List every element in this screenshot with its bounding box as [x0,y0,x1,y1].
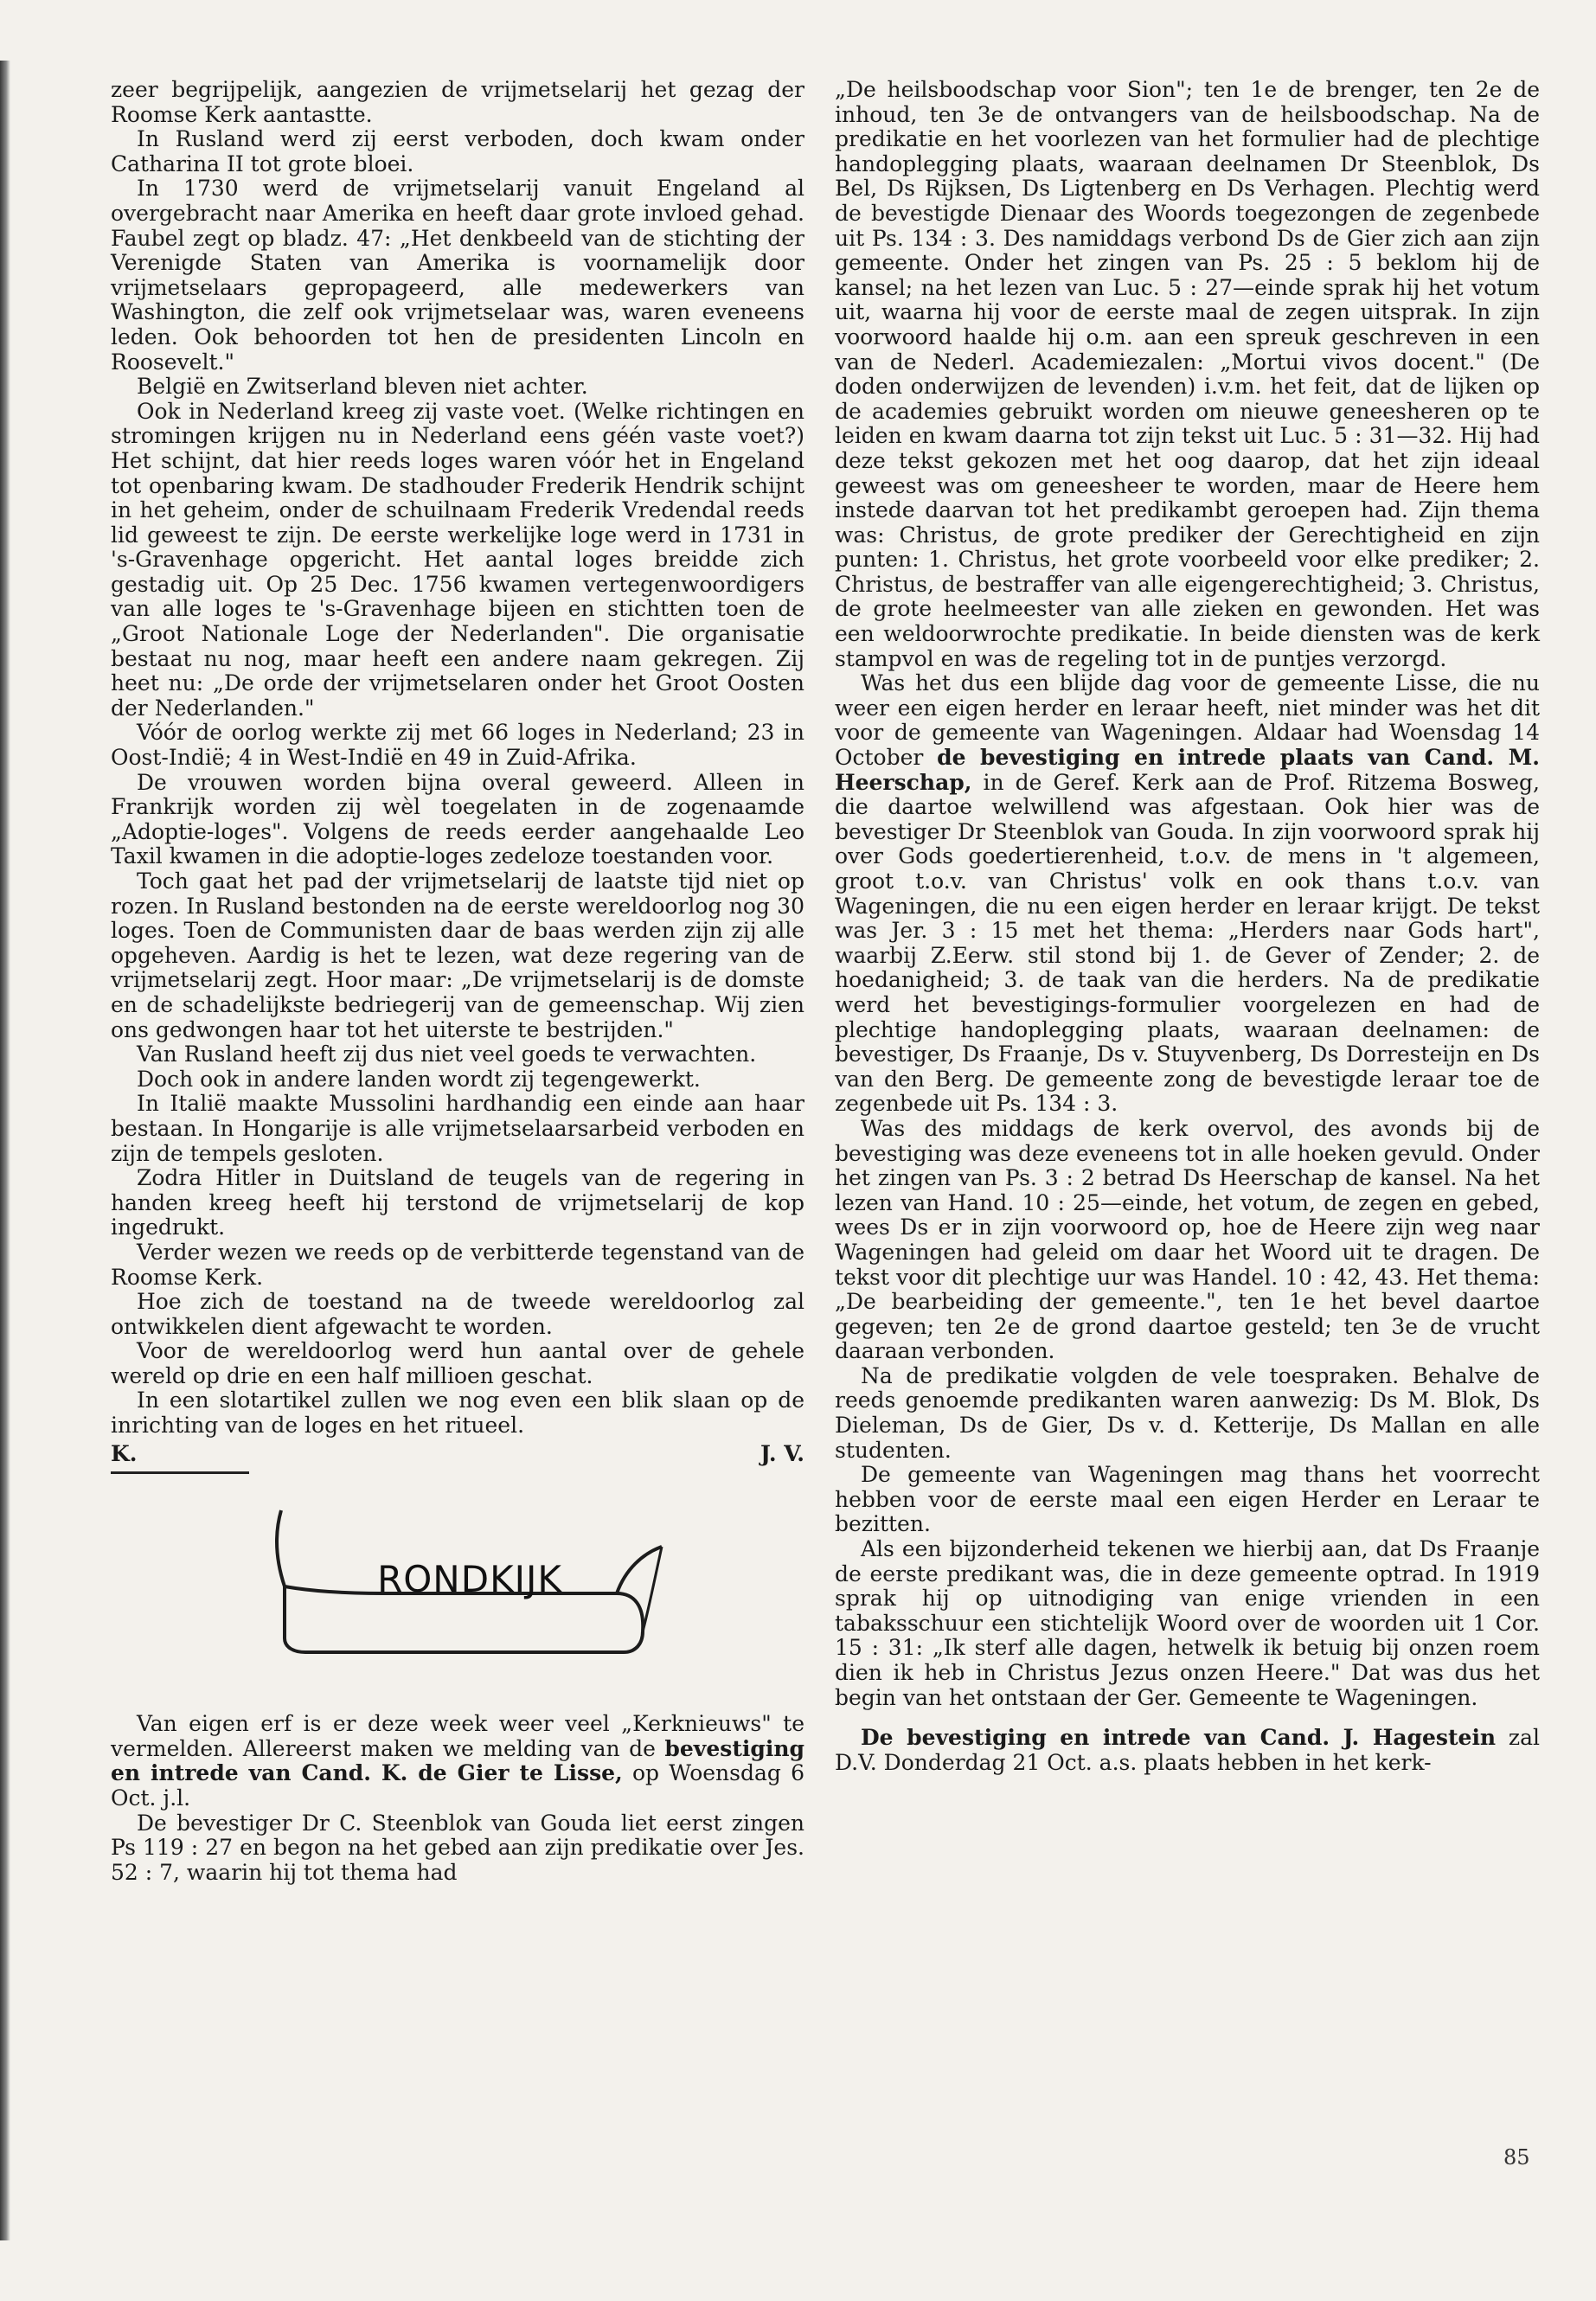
paragraph: In 1730 werd de vrijmetselarij vanuit Engeland al overgebracht naar Amerika en heeft daar grote invloed gehad. Faubel zegt op bladz. 47: „Het denkbeeld van de stichting der Verenigde Staten van Amerika is voornamelijk door vrijmetselaars gepropageerd, alle medewerkers van Washington, die zelf ook vrijmetselaar was, waren eveneens leden. Ook behoorden tot hen de presidenten Lincoln en Roosevelt." [111,176,804,375]
paragraph: Hoe zich de toestand na de tweede wereldoorlog zal ontwikkelen dient afgewacht te worden. [111,1289,804,1339]
text-run: Van eigen erf is er deze week weer veel „Kerknieuws" te vermelden. Allereerst maken we melding van de [111,1711,804,1761]
section-title: RONDKIJK [377,1558,562,1601]
text-run: zal D.V. Donderdag 21 Oct. a.s. plaats hebben in het kerk- [835,1725,1540,1775]
paragraph: Voor de wereldoorlog werd hun aantal over de gehele wereld op drie en een half millioen geschat. [111,1338,804,1388]
paragraph: In een slotartikel zullen we nog even een blik slaan op de inrichting van de loges en het ritueel. [111,1388,804,1439]
paragraph: Van Rusland heeft zij dus niet veel goeds te verwachten. [137,1042,757,1067]
right-column [835,78,1540,1775]
paragraph: In Italië maakte Mussolini hardhandig een einde aan haar bestaan. In Hongarije is alle vrijmetselaarsarbeid verboden en zijn de tempels gesloten. [111,1091,804,1166]
section-divider [111,1471,249,1474]
paragraph: zeer begrijpelijk, aangezien de vrijmetselarij het gezag der Roomse Kerk aantastte. [111,77,804,127]
paragraph: België en Zwitserland bleven niet achter. [137,374,588,400]
paragraph: Zodra Hitler in Duitsland de teugels van de regering in handen kreeg heeft hij terstond de vrijmetselarij de kop ingedrukt. [111,1165,804,1240]
paragraph: Toch gaat het pad der vrijmetselarij de laatste tijd niet op rozen. In Rusland bestonden na de eerste wereldoorlog nog 30 loges. Toen de Communisten daar de baas werden zijn zij alle opgeheven. Aardig is het te lezen, wat deze regering van de vrijmetselarij zegt. Hoor maar: „De vrijmetselarij is de domste en de schadelijkste bedriegerij van de gemeenschap. Wij zien ons gedwongen haar tot het uiterste te bestrijden." [111,868,804,1042]
paragraph: Was des middags de kerk overvol, des avonds bij de bevestiging was deze eveneens tot in alle hoeken gevuld. Onder het zingen van Ps. 3 : 2 betrad Ds Heerschap de kansel. Na het lezen van Hand. 10 : 25—einde, het votum, de zegen en gebed, wees Ds er in zijn voorwoord op, hoe de Heere zijn weg naar Wageningen had geleid om daar het Woord uit te dragen. De tekst voor dit plechtige uur was Handel. 10 : 42, 43. Het thema: „De bearbeiding der gemeente.", ten 1e het bevel daartoe gegeven; ten 2e de grond daartoe gesteld; ten 3e de vrucht daaraan verbonden. [835,1115,1540,1364]
paragraph: De gemeente van Wageningen mag thans het voorrecht hebben voor de eerste maal een eigen Herder en Leraar te bezitten. [835,1462,1540,1537]
text-run: Was het dus een blijde dag voor de gemeente Lisse, die nu weer een eigen herder en leraar heeft, niet minder was het dit voor de gemeente van Wageningen. Aldaar had Woensdag 14 October [835,670,1540,771]
text-run: in de Geref. Kerk aan de Prof. Ritzema Bosweg, die daartoe welwillend was afgestaan. Ook hier was de bevestiger Dr Steenblok van Gouda. In zijn voorwoord sprak hij over Gods goedertierenheid, t.o.v. de mens in 't algemeen, groot t.o.v. van Christus' volk en ook thans t.o.v. van Wageningen, die nu een eigen herder en leraar krijgt. De tekst was Jer. 3 : 15 met het thema: „Herders naar Gods hart", waarbij Z.Eerw. stil stond bij 1. de Gever of Zender; 2. de hoedanigheid; 3. de taak van die herders. Na de predikatie werd het bevestigings-formulier voorgelezen en had de plechtige handoplegging plaats, waaraan deelnamen: de bevestiger, Ds Fraanje, Ds v. Stuyvenberg, Ds Dorresteijn en Ds van den Berg. De gemeente zong de bevestigde leraar toe de zegenbede uit Ps. 134 : 3. [835,769,1540,1117]
paragraph: Doch ook in andere landen wordt zij tegengewerkt. [137,1066,701,1092]
rondkijk-banner [262,1509,669,1664]
paragraph-gap [835,1710,1540,1726]
paragraph [835,671,1540,1117]
page-binding-shadow [0,61,10,2240]
paragraph [835,1726,1540,1775]
signature-left: K. [111,1440,138,1466]
paragraph: Vóór de oorlog werkte zij met 66 loges in Nederland; 23 in Oost-Indië; 4 in West-Indië en 49 in Zuid-Afrika. [111,720,804,771]
paragraph [111,1712,804,1811]
paragraph: Verder wezen we reeds op de verbitterde tegenstand van de Roomse Kerk. [111,1239,804,1290]
paragraph: De bevestiger Dr C. Steenblok van Gouda liet eerst zingen Ps 119 : 27 en begon na het gebed aan zijn predikatie over Jes. 52 : 7, waarin hij tot thema had [111,1810,804,1885]
bold-text-run: De bevestiging en intrede van Cand. J. Hagestein [861,1725,1497,1751]
text-run: op Woensdag 6 Oct. j.l. [111,1760,804,1811]
left-column [111,78,804,1885]
bold-text-run: bevestiging en intrede van Cand. K. de Gier te Lisse, [111,1735,804,1786]
paragraph: Ook in Nederland kreeg zij vaste voet. (Welke richtingen en stromingen krijgen nu in Nederland eens géén vaste voet?) Het schijnt, dat hier reeds loges waren vóór het in Engeland tot openbaring kwam. De stadhouder Frederik Hendrik schijnt in het geheim, onder de schuilnaam Frederik Vredendal reeds lid geweest te zijn. De eerste werkelijke loge werd in 1731 in 's-Gravenhage opgericht. Het aantal loges breidde zich gestadig uit. Op 25 Dec. 1756 kwamen vertegenwoordigers van alle loges te 's-Gravenhage bijeen en stichtten toen de „Groot Nationale Loge der Nederlanden". Die organisatie bestaat nu nog, maar heeft een andere naam gekregen. Zij heet nu: „De orde der vrijmetselaren onder het Groot Oosten der Nederlanden." [111,398,804,721]
signature-right: J. V. [760,1440,804,1466]
paragraph: Als een bijzonderheid tekenen we hierbij aan, dat Ds Fraanje de eerste predikant was, die in deze gemeente optrad. In 1919 sprak hij op uitnodiging van enige vrienden in een tabaksschuur een stichtelijk Woord over de woorden uit 1 Cor. 15 : 31: „Ik sterf alle dagen, hetwelk ik betuig bij onzen roem dien ik heb in Christus Jezus onzen Heere." Dat was dus het begin van het ontstaan der Ger. Gemeente te Wageningen. [835,1536,1540,1710]
bold-text-run: de bevestiging en intrede plaats van Cand. M. Heerschap, [835,745,1540,795]
paragraph: De vrouwen worden bijna overal geweerd. Alleen in Frankrijk worden zij wèl toegelaten in de zogenaamde „Adoptie-loges". Volgens de reeds eerder aangehaalde Leo Taxil kwamen in die adoptie-loges zedeloze toestanden voor. [111,769,804,869]
paragraph: „De heilsboodschap voor Sion"; ten 1e de brenger, ten 2e de inhoud, ten 3e de ontvangers van de heilsboodschap. Na de predikatie en het voorlezen van het formulier had de plechtige handoplegging plaats, waaraan deelnamen Dr Steenblok, Ds Bel, Ds Rijksen, Ds Ligtenberg en Ds Verhagen. Plechtig werd de bevestigde Dienaar des Woords toegezongen de zegenbede uit Ps. 134 : 3. Des namiddags verbond Ds de Gier zich aan zijn gemeente. Onder het zingen van Ps. 25 : 5 beklom hij de kansel; na het lezen van Luc. 5 : 27—einde sprak hij het votum uit, waarna hij voor de eerste maal de zegen uitsprak. In zijn voorwoord haalde hij o.m. aan een spreuk geschreven in een van de Nederl. Academiezalen: „Mortui vivos docent." (De doden onderwijzen de levenden) i.v.m. het feit, dat de lijken op de academies gebruikt worden om nieuwe geneesheren op te leiden en kwam daarna tot zijn tekst uit Luc. 5 : 31—32. Hij had deze tekst gekozen met het oog daarop, dat het zijn ideaal geweest was om geneesheer te worden, maar de Heere hem instede daarvan tot het predikambt geroepen had. Zijn thema was: Christus, de grote prediker der Gerechtigheid en zijn punten: 1. Christus, het grote voorbeeld voor elke prediker; 2. Christus, de bestraffer van alle eigengerechtigheid; 3. Christus, de grote heelmeester van alle zieken en gewonden. Het was een weldoorwrochte predikatie. In beide diensten was de kerk stampvol en was de regeling tot in de puntjes verzorgd. [835,77,1540,671]
article-signature [111,1442,804,1467]
page-number: 85 [1503,2145,1530,2170]
paragraph: Na de predikatie volgden de vele toespraken. Behalve de reeds genoemde predikanten waren aanwezig: Ds M. Blok, Ds Dieleman, Ds de Gier, Ds v. d. Ketterije, Ds Mallan en alle studenten. [835,1362,1540,1463]
paragraph: In Rusland werd zij eerst verboden, doch kwam onder Catharina II tot grote bloei. [111,126,804,176]
